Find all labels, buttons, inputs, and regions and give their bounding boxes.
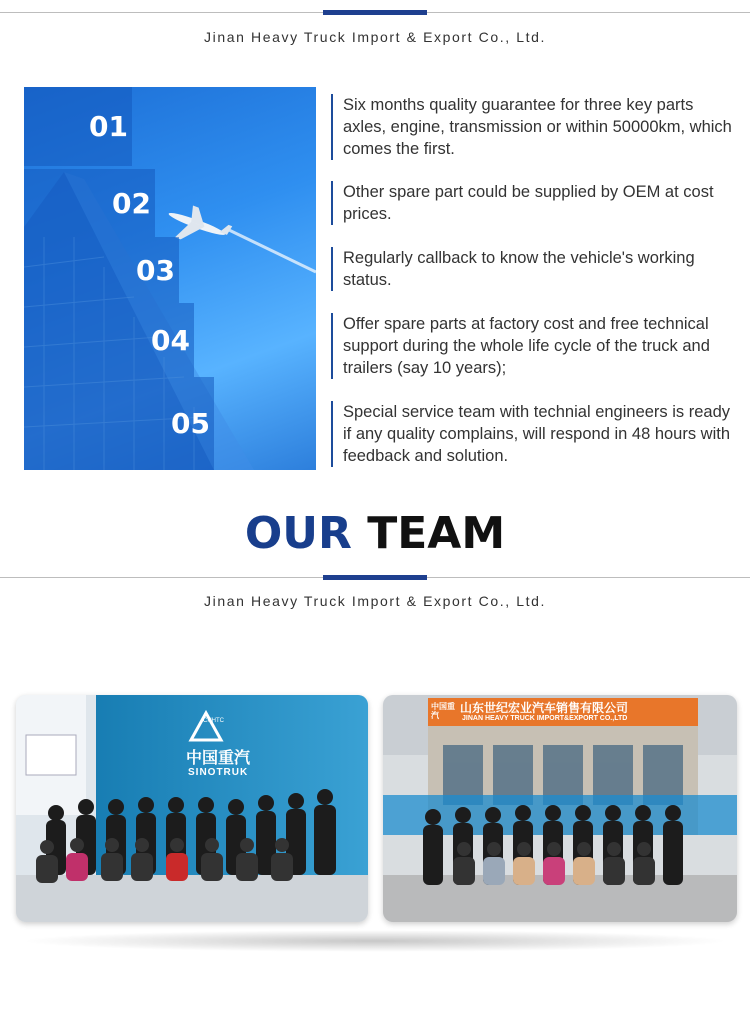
- section-title-our-team: [0, 508, 750, 559]
- team-accent-bar: [323, 575, 427, 580]
- photo-shadow: [20, 930, 730, 952]
- feature-number-02: 02: [24, 169, 155, 237]
- photo1-logo-en: SINOTRUK: [188, 767, 249, 778]
- team-photo-office: [383, 695, 737, 922]
- contrail: [229, 230, 316, 272]
- photo2-sign-en: JINAN HEAVY TRUCK IMPORT&EXPORT CO.,LTD: [462, 715, 628, 722]
- feature-text-01: Six months quality guarantee for three key parts axles, engine, transmission or within 50000km, which comes the first.: [331, 94, 741, 160]
- feature-text-02: Other spare part could be supplied by OEM at cost prices.: [331, 181, 741, 225]
- feature-hero-image: [24, 87, 316, 470]
- photo2-sign-logo: 中国重汽: [431, 702, 455, 720]
- title-our: OUR: [244, 508, 352, 559]
- feature-number-04: 04: [24, 303, 194, 377]
- team-company-name: Jinan Heavy Truck Import & Export Co., Ltd.: [204, 593, 546, 609]
- company-name: Jinan Heavy Truck Import & Export Co., Ltd.: [204, 29, 546, 45]
- photo1-brand: CNHTC: [203, 718, 224, 724]
- feature-text-05: Special service team with technial engineers is ready if any quality complains, will respond in 48 hours with feedback and solution.: [331, 401, 741, 467]
- photo2-sign-cn: 山东世纪宏业汽车销售有限公司: [460, 701, 629, 715]
- photo2-sign: [428, 698, 698, 726]
- feature-text-04: Offer spare parts at factory cost and free technical support during the whole life cycle of the truck and trailers (say 10 years);: [331, 313, 741, 379]
- header-accent-bar: [323, 10, 427, 15]
- team-photo-sinotruk: [16, 695, 368, 922]
- title-team: TEAM: [367, 508, 506, 559]
- feature-number-01: 01: [24, 87, 132, 166]
- feature-number-05: 05: [24, 377, 214, 470]
- feature-number-03: 03: [24, 237, 179, 303]
- photo1-logo-cn: 中国重汽: [186, 748, 251, 767]
- feature-text-03: Regularly callback to know the vehicle's working status.: [331, 247, 741, 291]
